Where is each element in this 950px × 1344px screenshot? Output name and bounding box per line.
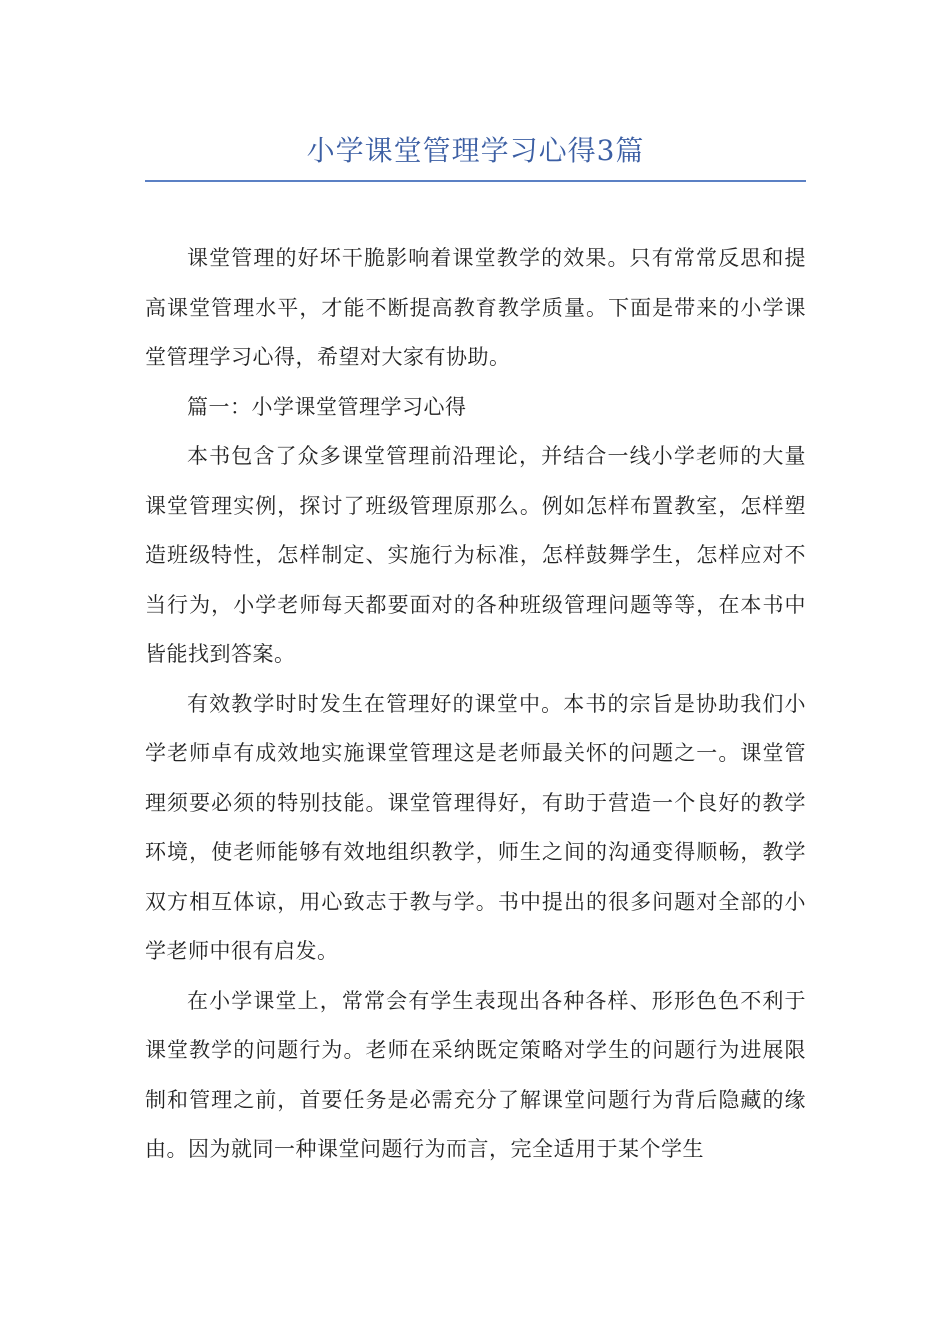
paragraph-problem-behavior: 在小学课堂上，常常会有学生表现出各种各样、形形色色不利于课堂教学的问题行为。老师在采纳既定策略对学生的问题行为进展限制和管理之前，首要任务是必需充分了解课堂问题行为背后隐藏的缘由。因为就同一种课堂问题行为而言，完全适用于某个学生 <box>145 988 806 1161</box>
paragraph-book-summary: 本书包含了众多课堂管理前沿理论，并结合一线小学老师的大量课堂管理实例，探讨了班级管理原那么。例如怎样布置教室，怎样塑造班级特性，怎样制定、实施行为标准，怎样鼓舞学生，怎样应对不当行为，小学老师每天都要面对的各种班级管理问题等等，在本书中皆能找到答案。 <box>145 444 806 666</box>
section-heading: 篇一：小学课堂管理学习心得 <box>187 394 467 419</box>
document-body <box>145 234 806 1175</box>
paragraph-effective-teaching: 有效教学时时发生在管理好的课堂中。本书的宗旨是协助我们小学老师卓有成效地实施课堂管理这是老师最关怀的问题之一。课堂管理须要必须的特别技能。课堂管理得好，有助于营造一个良好的教学环境，使老师能够有效地组织教学，师生之间的沟通变得顺畅，教学双方相互体谅，用心致志于教与学。书中提出的很多问题对全部的小学老师中很有启发。 <box>145 691 806 963</box>
document-title: 小学课堂管理学习心得3篇 <box>306 134 645 167</box>
title-underline <box>145 180 806 182</box>
paragraph-intro: 课堂管理的好坏干脆影响着课堂教学的效果。只有常常反思和提高课堂管理水平，才能不断提高教育教学质量。下面是带来的小学课堂管理学习心得，希望对大家有协助。 <box>145 246 806 369</box>
